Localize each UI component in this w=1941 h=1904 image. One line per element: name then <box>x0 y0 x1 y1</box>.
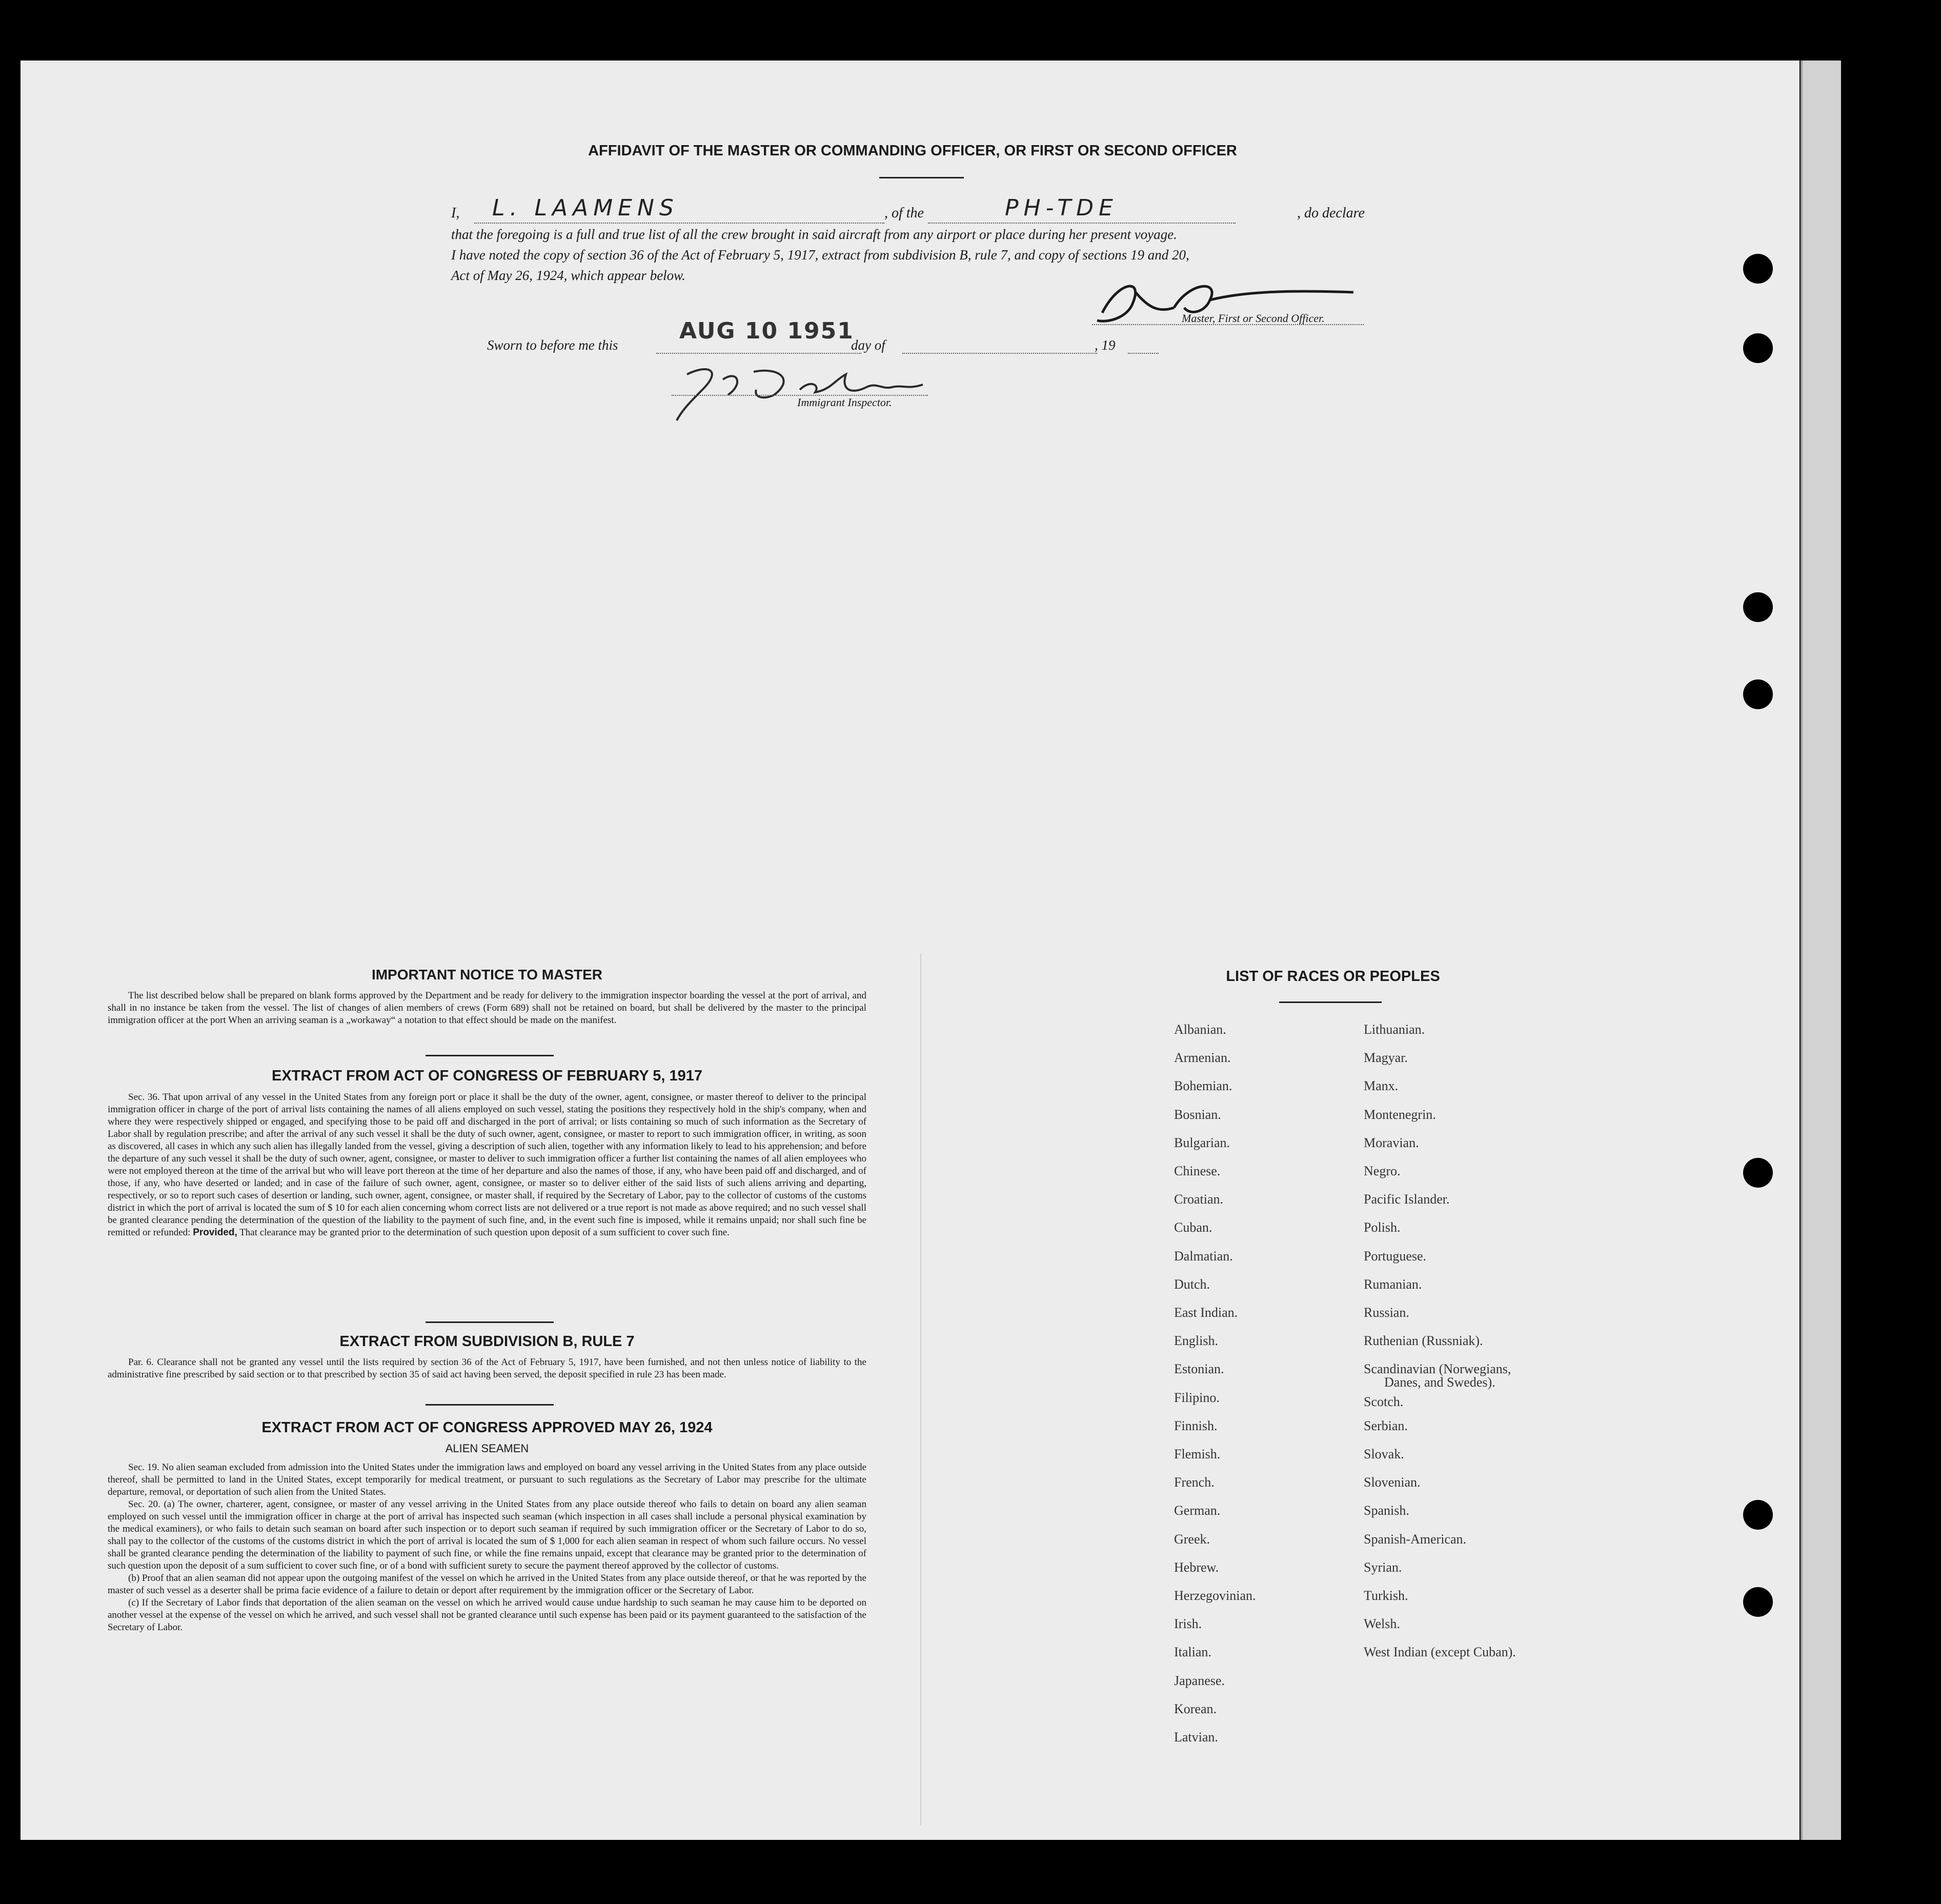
sworn-date-line <box>656 353 861 354</box>
race-item: West Indian (except Cuban). <box>1364 1645 1516 1660</box>
aircraft-line <box>928 223 1236 224</box>
race-item: Korean. <box>1174 1701 1217 1716</box>
race-item: Scandinavian (Norwegians, <box>1364 1361 1511 1377</box>
rule7-text: Par. 6. Clearance shall not be granted any vessel until the lists required by section 36 of the Act of February 5, 1917, have been furnished, and not then unless notice of liability to the administrative fine prescribed by said section or to that prescribed by section 35 of said act having been served, the deposit specified in rule 23 has been made. <box>108 1357 866 1380</box>
race-item: East Indian. <box>1174 1305 1238 1320</box>
race-item: Estonian. <box>1174 1361 1224 1377</box>
race-item: Bulgarian. <box>1174 1135 1230 1150</box>
race-item: Herzegovinian. <box>1174 1588 1256 1603</box>
officer-signature-line <box>1092 324 1364 325</box>
race-item: Bosnian. <box>1174 1107 1221 1122</box>
races-title-rule <box>1279 1001 1382 1003</box>
sworn-label: Sworn to before me this <box>487 337 618 353</box>
notice-title: IMPORTANT NOTICE TO MASTER <box>371 967 603 983</box>
race-item: Croatian. <box>1174 1192 1224 1207</box>
extract-1917-title: EXTRACT FROM ACT OF CONGRESS OF FEBRUARY 5, 1917 <box>271 1068 703 1084</box>
race-item: Ruthenian (Russniak). <box>1364 1333 1483 1349</box>
race-item: Latvian. <box>1174 1730 1218 1745</box>
race-item: Bohemian. <box>1174 1078 1232 1094</box>
race-item: Pacific Islander. <box>1364 1192 1450 1207</box>
race-item: Spanish. <box>1364 1503 1409 1518</box>
binder-hole <box>1743 592 1773 622</box>
race-item: Armenian. <box>1174 1050 1231 1066</box>
race-item: Danes, and Swedes). <box>1384 1375 1495 1390</box>
extract-1917-rule <box>426 1321 554 1323</box>
affidavit-title: AFFIDAVIT OF THE MASTER OR COMMANDING OFFICER, OR FIRST OR SECOND OFFICER <box>588 143 1237 159</box>
aircraft-handwritten: PH-TDE <box>1005 195 1118 221</box>
race-item: Irish. <box>1174 1616 1202 1632</box>
race-item: Rumanian. <box>1364 1276 1422 1292</box>
declaration-line-4: Act of May 26, 1924, which appear below. <box>451 268 685 283</box>
extract-1924-subtitle: ALIEN SEAMEN <box>445 1442 529 1455</box>
race-item: German. <box>1174 1503 1221 1518</box>
month-line <box>902 353 1097 354</box>
race-item: English. <box>1174 1333 1218 1349</box>
race-item: Welsh. <box>1364 1616 1400 1632</box>
declaration-line-2: that the foregoing is a full and true list of all the crew brought in said aircraft from any airport or place during her present voyage. <box>451 227 1177 242</box>
master-name-line <box>474 223 884 224</box>
race-item: Manx. <box>1364 1078 1399 1094</box>
race-item: Chinese. <box>1174 1164 1221 1178</box>
race-item: Italian. <box>1174 1645 1211 1660</box>
binder-hole <box>1743 1500 1773 1530</box>
master-name-handwritten: L. LAAMENS <box>492 195 679 221</box>
year-line <box>1128 353 1159 354</box>
sec-20b-text: (b) Proof that an alien seaman did not appear upon the outgoing manifest of the vessel on which he arrived in the United States from any place outside thereof, or that he was reported by the master of such vessel as a deserter shall be prima facie evidence of a failure to detain or deport after requirement by the immigration officer or the Secretary of Labor. <box>108 1573 866 1596</box>
race-item: Filipino. <box>1174 1390 1220 1405</box>
race-item: French. <box>1174 1475 1215 1490</box>
extract-1917-body-end: That clearance may be granted prior to the determination of such question upon deposit of a sum sufficient to cover such fine. <box>239 1227 730 1238</box>
extract-1924-body <box>108 1461 866 1634</box>
provided-label: Provided, <box>193 1227 237 1238</box>
rule7-title: EXTRACT FROM SUBDIVISION B, RULE 7 <box>339 1333 635 1350</box>
extract-1924-title: EXTRACT FROM ACT OF CONGRESS APPROVED MAY 26, 1924 <box>261 1419 713 1436</box>
binder-hole <box>1743 679 1773 709</box>
race-item: Cuban. <box>1174 1220 1212 1235</box>
inspector-label: Immigrant Inspector. <box>797 396 892 409</box>
officer-label: Master, First or Second Officer. <box>1182 312 1325 325</box>
race-item: Portuguese. <box>1364 1248 1427 1264</box>
races-title: LIST OF RACES OR PEOPLES <box>1226 968 1440 985</box>
day-of-label: day of <box>851 337 885 353</box>
do-declare-label: , do declare <box>1297 205 1365 221</box>
extract-1917-body: Sec. 36. That upon arrival of any vessel in the United States from any foreign port or place it shall be the duty of the owner, agent, consignee, or master thereof to deliver to the principal immigration officer in charge of the port of arrival lists containing the names of all aliens employed on such vessel, stating the positions they respectively hold in the ship's company, when and where they were respectively shipped or engaged, and specifying those to be paid off and discharged in the port of arrival; or lists containing so much of such information as the Secretary of Labor shall by regulation prescribe; and after the arrival of any such vessel it shall be the duty of such owner, agent, consignee, or master to report to such immigration officer, in writing, as soon as discovered, all cases in which any such alien has illegally landed from the vessel, giving a description of such alien, together with any information likely to lead to his apprehension; and before the departure of any such vessel it shall be the duty of such owner, agent, consignee, or master to deliver to such immigration officer a further list containing the names of all alien employees who were not employed thereon at the time of the arrival but who will leave port thereon at the time of her departure and also the names of those, if any, who have been paid off and discharged, and of those, if any, who have deserted or landed; and in case of the failure of such owner, agent, consignee, or master so to deliver either of the said lists of such aliens arriving and departing, respectively, or so to report such cases of desertion or landing, such owner, agent, consignee, or master shall, if required by the Secretary of Labor, pay to the collector of customs of the customs district in which the port of arrival is located the sum of $ 10 for each alien concerning whom correct lists are not delivered or a true report is not made as above required; and no such vessel shall be granted clearance pending the determination of the question of the liability to the payment of such fine, and, in the event such fine is imposed, while it remains unpaid; nor shall such fine be remitted or refunded: <box>108 1092 866 1238</box>
race-item: Slovenian. <box>1364 1475 1421 1490</box>
stamp-date: AUG 10 1951 <box>679 318 854 344</box>
affidavit-title-rule <box>879 177 964 178</box>
of-the-label: , of the <box>884 205 924 221</box>
sec-20c-text: (c) If the Secretary of Labor finds that deportation of the alien seaman on the vessel on which he arrived would cause undue hardship to such seaman he may cause him to be deported on another vessel at the expense of the vessel on which he arrived, and such vessel shall not be granted clearance until such expense has been paid or its payment guaranteed to the satisfaction of the Secretary of Labor. <box>108 1597 866 1633</box>
race-item: Greek. <box>1174 1531 1210 1547</box>
race-item: Polish. <box>1364 1220 1401 1235</box>
page-edge <box>1801 61 1841 1840</box>
binder-hole <box>1743 1587 1773 1617</box>
inspector-signature-line <box>672 395 928 396</box>
race-item: Albanian. <box>1174 1022 1226 1037</box>
race-item: Magyar. <box>1364 1050 1408 1066</box>
notice-text: The list described below shall be prepared on blank forms approved by the Department and be ready for delivery to the immigration inspector boarding the vessel at the port of arrival, and shall in no instance be taken from the vessel. The list of changes of alien members of crews (Form 689) shall not be retained on board, but shall be delivered by the master to the principal immigration officer at the port When an arriving seaman is a „workaway“ a notation to that effect should be made on the manifest. <box>108 990 866 1026</box>
race-item: Negro. <box>1364 1164 1401 1178</box>
race-item: Slovak. <box>1364 1447 1404 1461</box>
fold-line <box>920 954 921 1826</box>
binder-hole <box>1743 254 1773 284</box>
sec-19-text: Sec. 19. No alien seaman excluded from admission into the United States under the immigration laws and employed on board any vessel arriving in the United States from any place outside thereof, shall be permitted to land in the United States, except temporarily for medical treatment, or pursuant to such regulations as the Secretary of Labor may prescribe for the ultimate departure, removal, or deportation of such alien from the United States. <box>108 1462 866 1497</box>
binder-hole <box>1743 333 1773 363</box>
race-item: Dalmatian. <box>1174 1248 1233 1264</box>
i-label: I, <box>451 205 460 221</box>
notice-rule <box>426 1055 554 1056</box>
race-item: Montenegrin. <box>1364 1107 1436 1122</box>
race-item: Moravian. <box>1364 1135 1419 1150</box>
race-item: Russian. <box>1364 1305 1409 1320</box>
rule7-rule <box>426 1404 554 1406</box>
binder-hole <box>1743 1158 1773 1188</box>
race-item: Hebrew. <box>1174 1559 1219 1575</box>
sec-20a-text: Sec. 20. (a) The owner, charterer, agent, consignee, or master of any vessel arriving in the United States from any place outside thereof who fails to detain on board any alien seaman employed on such vessel until the immigration officer in charge at the port of arrival has inspected such seaman (which inspection in all cases shall include a personal physical examination by the medical examiners), or who fails to detain such seaman on board after such inspection or to deport such seaman if required by such immigration officer or the Secretary of Labor to do so, shall pay to the collector of the customs of the customs district in which the port of arrival is located the sum of $ 1,000 for each alien seaman in respect of whom such failure occurs. No vessel shall be granted clearance pending the determination of the liability to payment of such fine, or while the fine remains unpaid, except that clearance may be granted prior to the determination of such question upon the deposit of a sum sufficient to cover such fine, or of a bond with sufficient surety to secure the payment thereof approved by the collector of customs. <box>108 1499 866 1571</box>
race-item: Japanese. <box>1174 1673 1225 1688</box>
race-item: Finnish. <box>1174 1418 1218 1433</box>
race-item: Dutch. <box>1174 1276 1210 1292</box>
race-item: Lithuanian. <box>1364 1022 1425 1037</box>
race-item: Turkish. <box>1364 1588 1408 1603</box>
race-item: Spanish-American. <box>1364 1531 1467 1547</box>
race-item: Flemish. <box>1174 1447 1221 1461</box>
race-item: Serbian. <box>1364 1418 1408 1433</box>
declaration-line-3: I have noted the copy of section 36 of the Act of February 5, 1917, extract from subdivision B, rule 7, and copy of sections 19 and 20, <box>451 247 1189 263</box>
race-item: Scotch. <box>1364 1394 1404 1409</box>
race-item: Syrian. <box>1364 1559 1402 1575</box>
inspector-signature <box>666 359 933 426</box>
extract-1917-text <box>108 1091 866 1239</box>
year-label: , 19 <box>1095 337 1116 353</box>
